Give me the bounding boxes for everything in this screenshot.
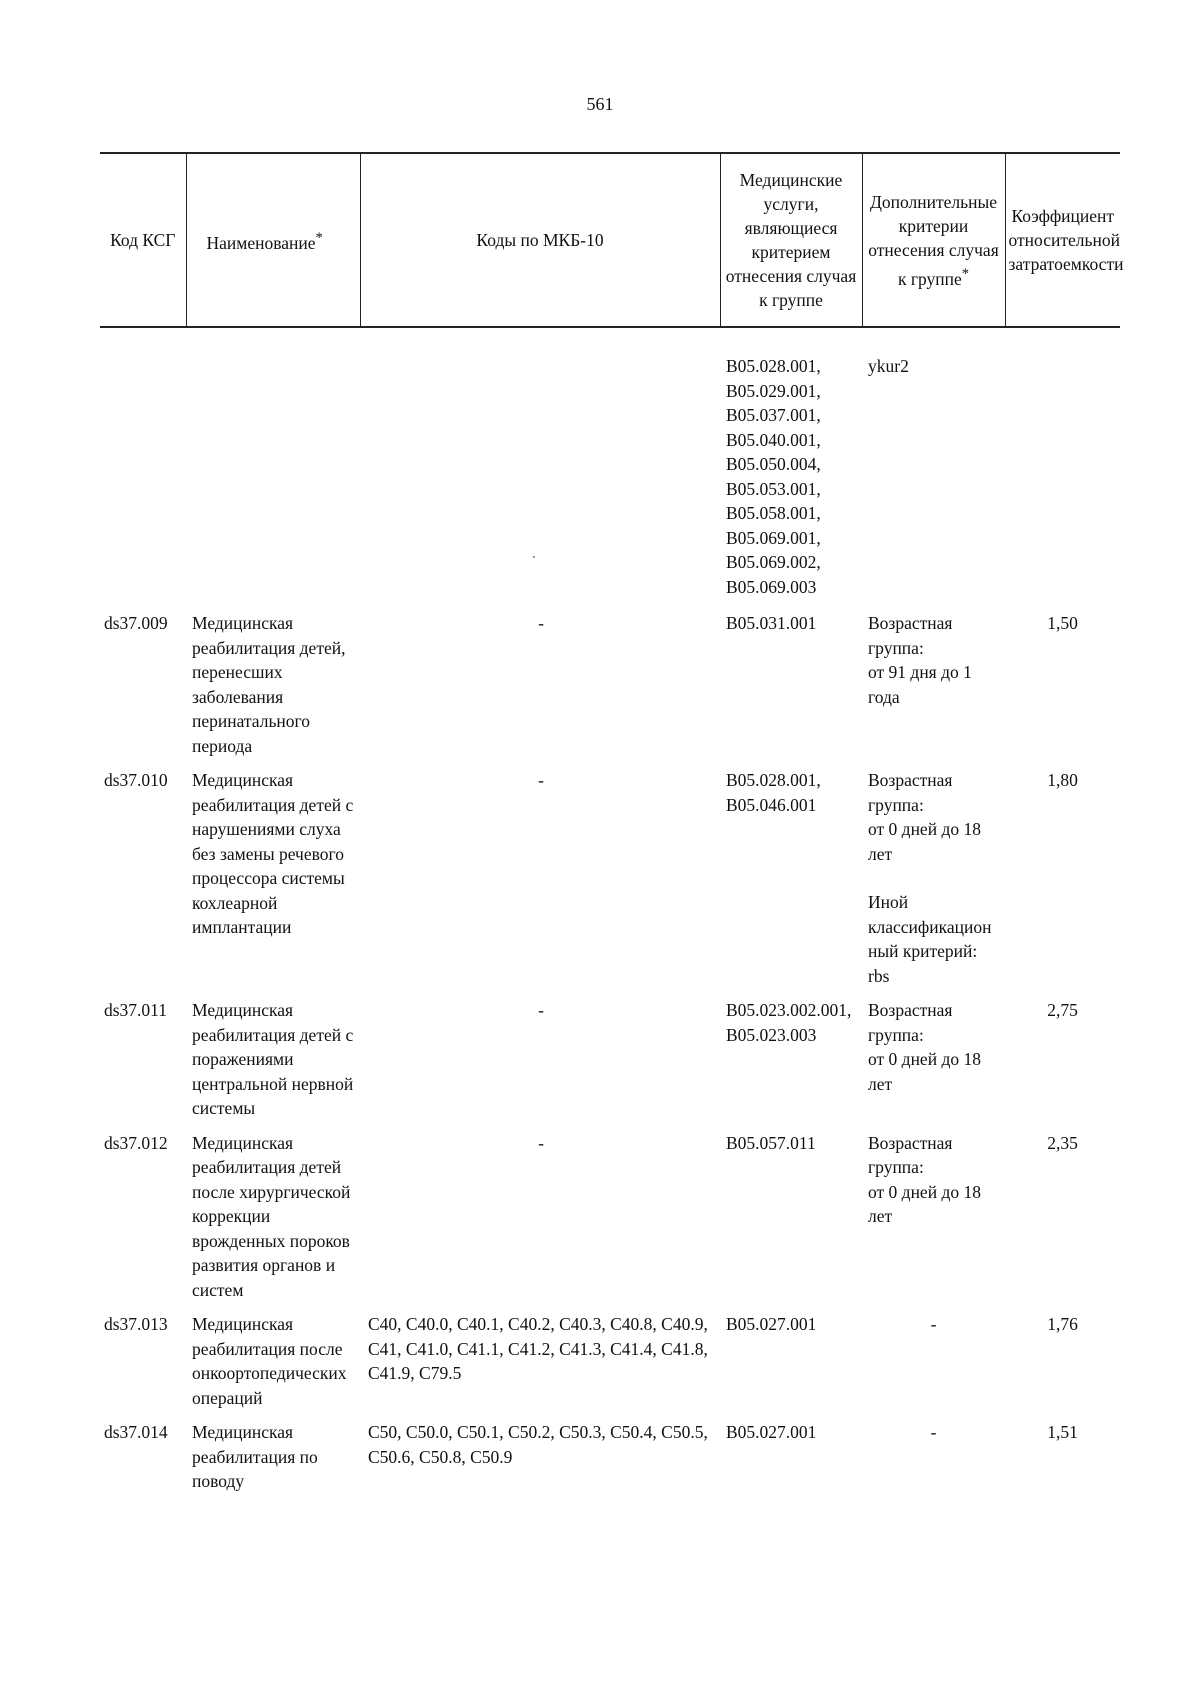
row-code: ds37.009 [104,613,168,633]
header-mkb-codes: Коды по МКБ-10 [360,153,720,327]
table-row [100,327,1120,611]
row-coefficient [1005,327,1120,611]
header-name: Наименование* [186,153,360,327]
row-name: Медицинская реабилитация детей с нарушениями слуха без замены речевого процессора системы кохлеарной имплантации [192,770,354,937]
table-row [100,1312,1120,1420]
row-mkb-codes: C40, C40.0, C40.1, C40.2, C40.3, C40.8, C40.9, C41, C41.0, C41.1, C41.2, C41.3, C41.4, C41.8, C41.9, C79.5 [368,1314,708,1383]
criteria-line: - [930,1422,937,1442]
row-medical-services: B05.028.001, B05.029.001, B05.037.001, B05.040.001, B05.050.004, B05.053.001, B05.058.001, B05.069.001, B05.069.002, B05.069.003 [726,356,821,597]
table-header [100,153,1124,327]
row-code: ds37.011 [104,1000,168,1020]
header-code: Код КСГ [100,153,186,327]
row-name: Медицинская реабилитация детей после хирургической коррекции врожденных пороков развития органов и систем [192,1132,351,1300]
criteria-line: Возрастная группа: [868,1000,953,1045]
row-additional-criteria [862,1312,1005,1420]
row-mkb-codes [360,327,720,611]
row-coefficient: 1,51 [1047,1422,1078,1442]
row-medical-services: B05.027.001 [726,1314,817,1334]
row-name: Медицинская реабилитация после онкоортопедических операций [192,1314,347,1408]
row-coefficient: 1,80 [1047,770,1078,790]
row-coefficient: 2,75 [1047,1000,1078,1020]
row-coefficient: 2,35 [1047,1132,1078,1153]
table-row [100,1420,1120,1504]
row-name: Медицинская реабилитация детей, перенесших заболевания перинатального периода [192,613,346,756]
row-medical-services: B05.027.001 [726,1422,817,1442]
row-mkb-codes: - [538,1132,544,1153]
row-coefficient: 1,76 [1047,1314,1078,1334]
criteria-line: ykur2 [868,356,909,376]
row-name: Медицинская реабилитация по поводу [192,1422,318,1491]
row-medical-services: B05.028.001, B05.046.001 [726,770,821,815]
criteria-line: Иной классификационный критерий: rbs [868,892,992,986]
criteria-line: от 91 дня до 1 года [868,662,972,707]
row-mkb-codes: - [538,770,544,790]
scan-speck [533,556,535,558]
row-medical-services: B05.023.002.001, B05.023.003 [726,1000,852,1045]
row-code [100,327,186,611]
row-medical-services: B05.057.011 [726,1132,816,1153]
row-medical-services: B05.031.001 [726,613,817,633]
table-row [100,768,1120,998]
row-additional-criteria [862,768,1005,998]
row-code: ds37.013 [104,1314,168,1334]
row-additional-criteria [862,998,1005,1131]
header-coefficient: Коэффициент относительной затратоемкости [1005,153,1120,327]
page-number: 561 [586,94,614,114]
ksg-table [100,152,1124,1504]
table-body [100,327,1120,1504]
criteria-line: Возрастная группа: [868,613,953,658]
table-row [100,1131,1120,1313]
header-medical-services: Медицинские услуги, являющиеся критерием отнесения случая к группе [720,153,862,327]
row-additional-criteria [862,1131,1005,1313]
row-additional-criteria [862,611,1005,768]
table-row [100,998,1120,1131]
table-row [100,611,1120,768]
row-name [186,327,360,611]
row-name: Медицинская реабилитация детей с поражениями центральной нервной системы [192,1000,354,1118]
criteria-line: Возрастная группа: [868,770,953,815]
row-mkb-codes: C50, C50.0, C50.1, C50.2, C50.3, C50.4, C50.5, C50.6, C50.8, C50.9 [368,1422,708,1467]
criteria-line: Возрастная группа: [868,1132,953,1177]
row-code: ds37.010 [104,770,168,790]
row-coefficient: 1,50 [1047,613,1078,633]
footnote-mark: * [315,229,323,246]
criteria-line: от 0 дней до 18 лет [868,1049,981,1094]
criteria-line: от 0 дней до 18 лет [868,1181,981,1226]
criteria-line: - [930,1314,937,1334]
footnote-mark: * [961,265,970,282]
row-additional-criteria [862,327,1005,611]
row-mkb-codes: - [538,613,544,633]
row-additional-criteria [862,1420,1005,1504]
header-additional-criteria: Дополнительные критерии отнесения случая к группе* [862,153,1005,327]
row-code: ds37.012 [104,1132,168,1153]
criteria-gap [868,866,999,890]
row-code: ds37.014 [104,1422,168,1442]
criteria-line: от 0 дней до 18 лет [868,819,981,864]
row-mkb-codes: - [538,1000,544,1020]
